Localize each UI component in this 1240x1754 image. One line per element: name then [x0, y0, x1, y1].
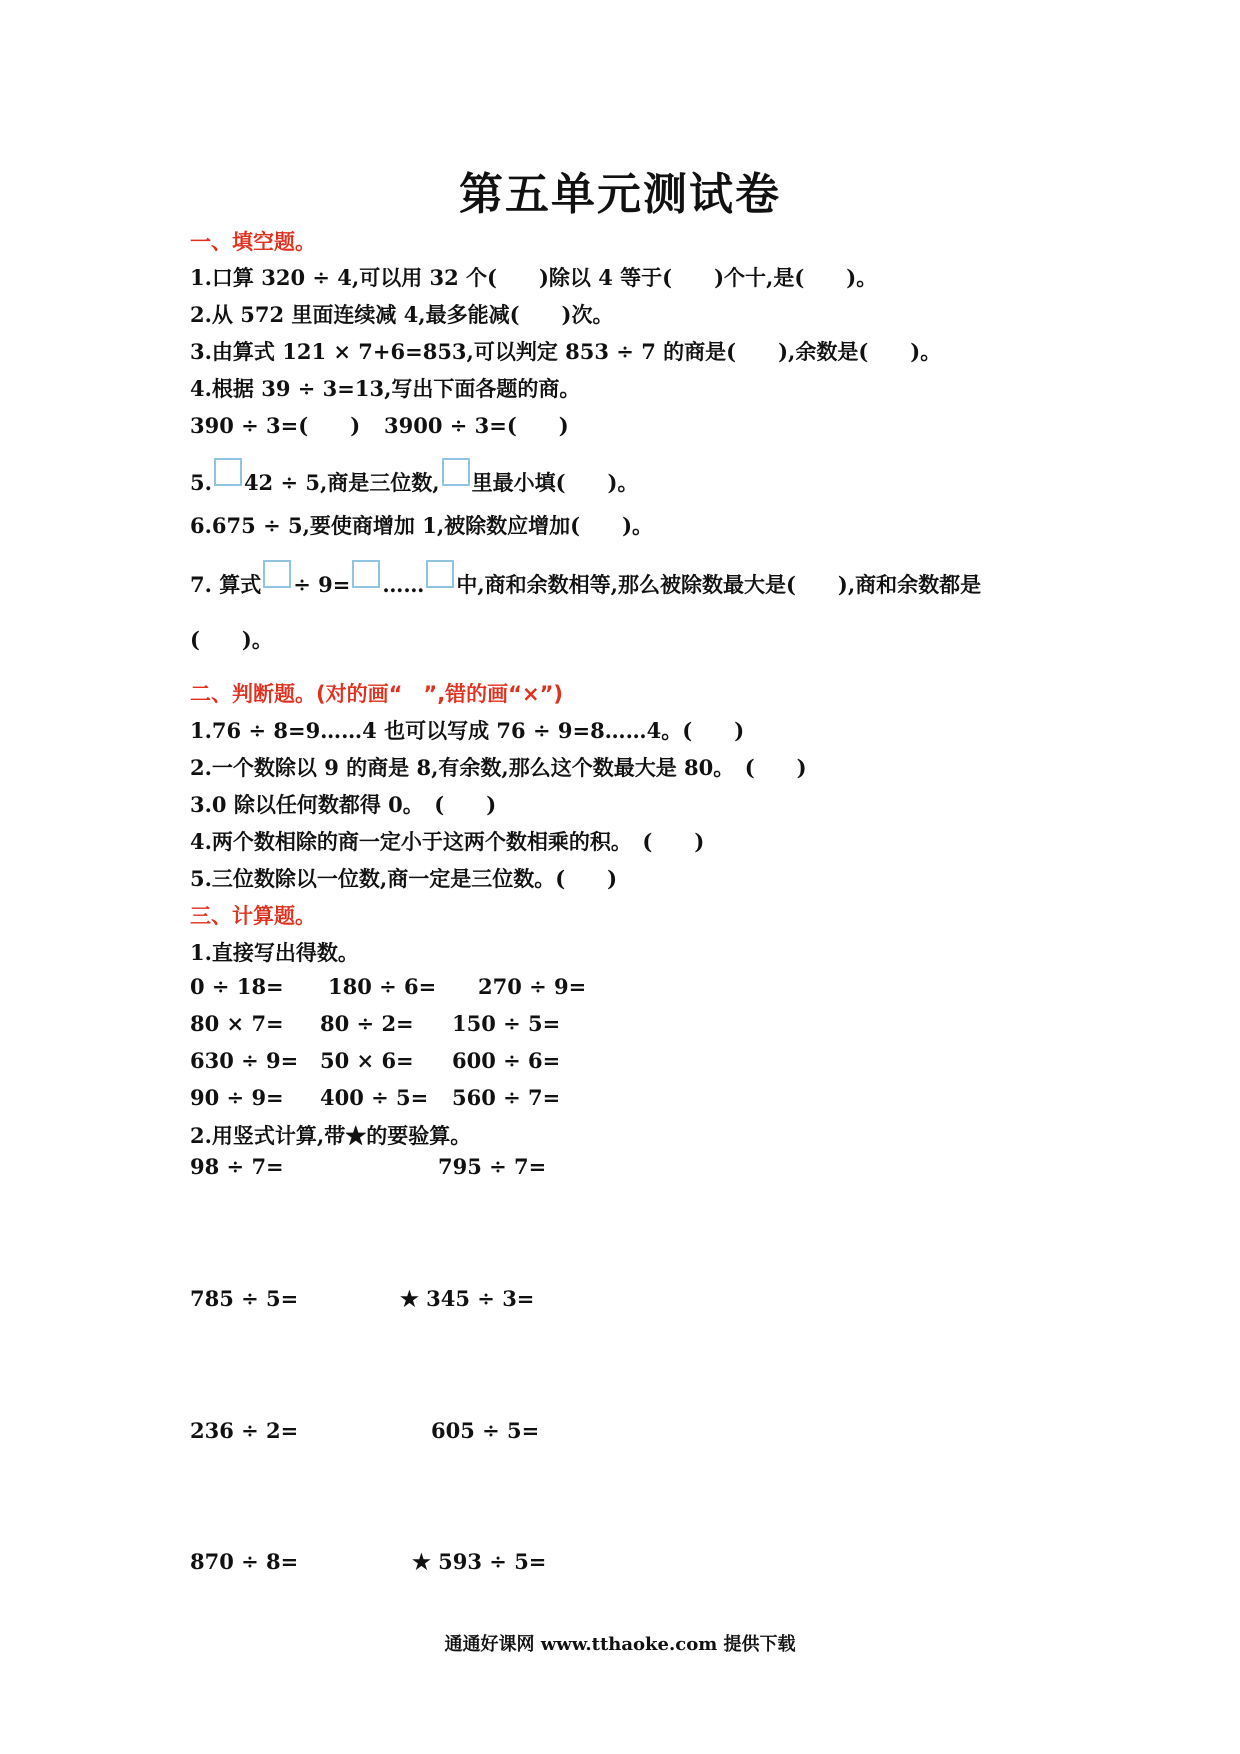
blank-box[interactable] [442, 458, 470, 486]
written-item: 236 ÷ 2= [190, 1418, 299, 1443]
oral-item: 560 ÷ 7= [452, 1085, 561, 1110]
written-item: ★ 593 ÷ 5= [412, 1549, 547, 1574]
blank-box[interactable] [426, 560, 454, 588]
oral-item: 80 × 7= [190, 1011, 284, 1036]
q7-suffix: 中,商和余数相等,那么被除数最大是( ),商和余数都是 [456, 572, 982, 597]
footer-credit: 通通好课网 www.tthaoke.com 提供下载 [444, 1634, 796, 1655]
question-1-7 [190, 560, 981, 599]
oral-item: 150 ÷ 5= [452, 1011, 561, 1036]
calc-sub-1: 1.直接写出得数。 [190, 940, 359, 965]
judge-item-1: 1.76 ÷ 8=9……4 也可以写成 76 ÷ 9=8……4。( ) [190, 718, 745, 743]
written-item: 795 ÷ 7= [438, 1154, 547, 1179]
question-1-4a: 390 ÷ 3=( ) [190, 413, 361, 438]
judge-item-5: 5.三位数除以一位数,商一定是三位数。( ) [190, 866, 618, 891]
oral-item: 630 ÷ 9= [190, 1048, 299, 1073]
section-heading-true-false: 二、判断题。(对的画“ ”,错的画“×”) [190, 682, 563, 706]
q7-prefix: 7. 算式 [190, 572, 262, 597]
written-item: 605 ÷ 5= [431, 1418, 540, 1443]
blank-box[interactable] [214, 458, 242, 486]
oral-item: 400 ÷ 5= [320, 1085, 429, 1110]
written-item: 785 ÷ 5= [190, 1286, 299, 1311]
blank-box[interactable] [352, 560, 380, 588]
question-1-4: 4.根据 39 ÷ 3=13,写出下面各题的商。 [190, 376, 581, 401]
q7-div: ÷ 9= [293, 572, 351, 597]
question-1-6: 6.675 ÷ 5,要使商增加 1,被除数应增加( )。 [190, 513, 654, 538]
oral-item: 600 ÷ 6= [452, 1048, 561, 1073]
calc-sub-2: 2.用竖式计算,带★的要验算。 [190, 1123, 472, 1148]
oral-item: 90 ÷ 9= [190, 1085, 284, 1110]
question-1-1: 1.口算 320 ÷ 4,可以用 32 个( )除以 4 等于( )个十,是( )。 [190, 265, 878, 290]
question-1-3: 3.由算式 121 × 7+6=853,可以判定 853 ÷ 7 的商是( ),余数是( )。 [190, 339, 942, 364]
q5-suffix: 里最小填( )。 [471, 470, 639, 495]
written-item: ★ 345 ÷ 3= [400, 1286, 535, 1311]
oral-item: 0 ÷ 18= [190, 974, 284, 999]
written-item: 98 ÷ 7= [190, 1154, 284, 1179]
q5-mid: 42 ÷ 5,商是三位数, [243, 470, 440, 495]
question-1-4b: 3900 ÷ 3=( ) [384, 413, 569, 438]
section-heading-calculation: 三、计算题。 [190, 904, 316, 928]
judge-item-4: 4.两个数相除的商一定小于这两个数相乘的积。 ( ) [190, 829, 705, 854]
oral-item: 80 ÷ 2= [320, 1011, 414, 1036]
written-item: 870 ÷ 8= [190, 1549, 299, 1574]
oral-item: 270 ÷ 9= [478, 974, 587, 999]
page-title: 第五单元测试卷 [459, 169, 781, 220]
q7-dots: …… [382, 572, 425, 597]
q5-prefix: 5. [190, 470, 212, 495]
oral-item: 180 ÷ 6= [328, 974, 437, 999]
question-1-5 [190, 458, 639, 497]
judge-item-3: 3.0 除以任何数都得 0。 ( ) [190, 792, 497, 817]
judge-item-2: 2.一个数除以 9 的商是 8,有余数,那么这个数最大是 80。 ( ) [190, 755, 807, 780]
section-heading-fill-in: 一、填空题。 [190, 230, 316, 254]
question-1-7-cont: ( )。 [190, 627, 273, 652]
question-1-2: 2.从 572 里面连续减 4,最多能减( )次。 [190, 302, 614, 327]
blank-box[interactable] [263, 560, 291, 588]
oral-item: 50 × 6= [320, 1048, 414, 1073]
